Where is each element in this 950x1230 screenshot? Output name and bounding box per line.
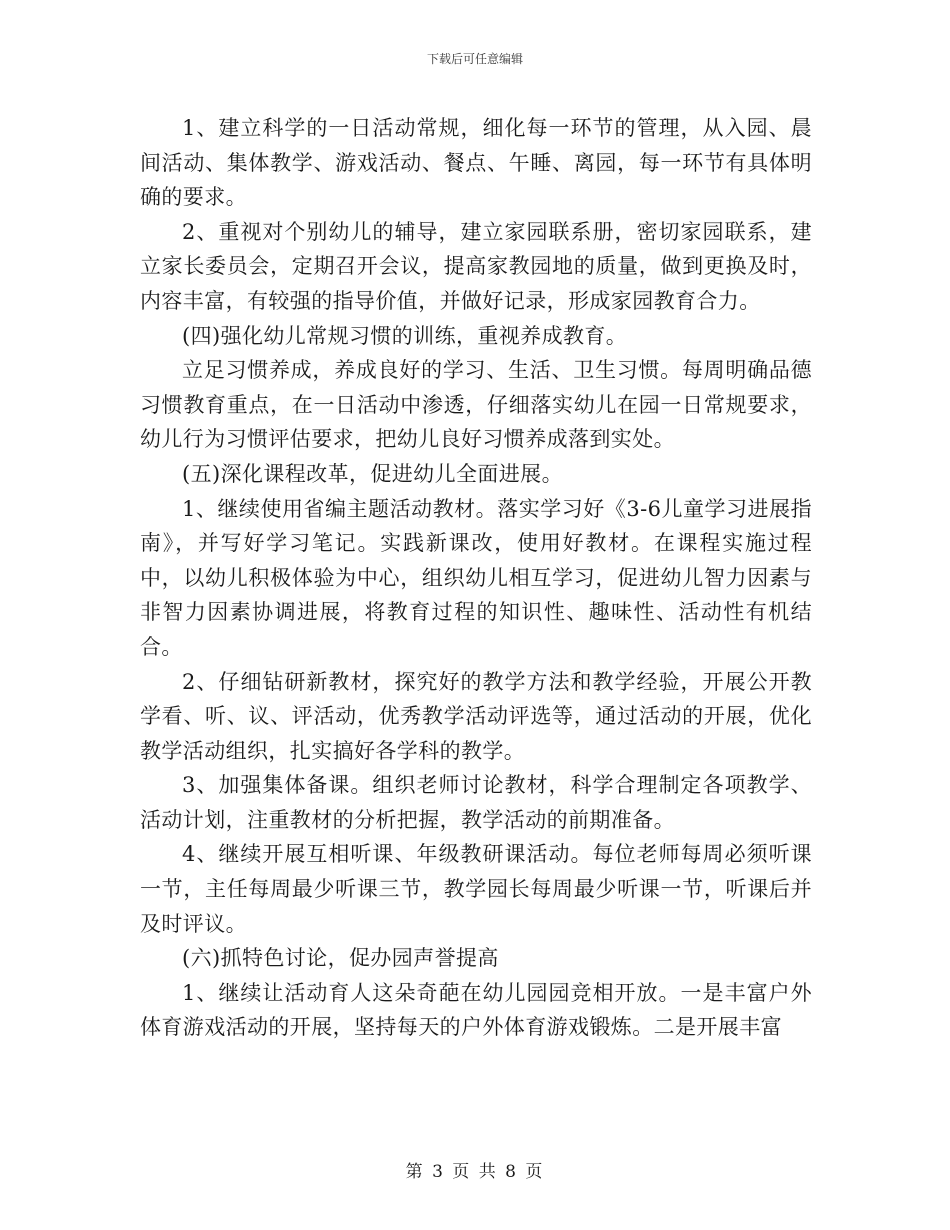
paragraph-4: 1、继续使用省编主题活动教材。落实学习好《3-6儿童学习进展指南》，并写好学习笔记。实践新课改，使用好教材。在课程实施过程中，以幼儿积极体验为中心，组织幼儿相互学习，促进幼儿智力因素与非智力因素协调进展，将教育过程的知识性、趣味性、活动性有机结合。	[140, 496, 812, 659]
section-heading-5: (五)深化课程改革，促进幼儿全面进展。	[182, 461, 563, 486]
section-heading-6: (六)抓特色讨论，促办园声誉提高	[182, 946, 499, 971]
paragraph-8: 1、继续让活动育人这朵奇葩在幼儿园园竞相开放。一是丰富户外体育游戏活动的开展，坚持每天的户外体育游戏锻炼。二是开展丰富	[140, 980, 812, 1040]
paragraph-3: 立足习惯养成，养成良好的学习、生活、卫生习惯。每周明确品德习惯教育重点，在一日活动中渗透，仔细落实幼儿在园一日常规要求，幼儿行为习惯评估要求，把幼儿良好习惯养成落到实处。	[140, 358, 812, 452]
paragraph-7: 4、继续开展互相听课、年级教研课活动。每位老师每周必须听课一节，主任每周最少听课三节，教学园长每周最少听课一节，听课后并及时评议。	[140, 842, 812, 936]
document-body	[140, 111, 812, 1045]
section-heading-4: (四)强化幼儿常规习惯的训练，重视养成教育。	[182, 323, 628, 348]
paragraph-2: 2、重视对个别幼儿的辅导，建立家园联系册，密切家园联系，建立家长委员会，定期召开会议，提高家教园地的质量，做到更换及时，内容丰富，有较强的指导价值，并做好记录，形成家园教育合力。	[140, 219, 812, 313]
page-header: 下载后可任意编辑	[426, 52, 523, 66]
paragraph-5: 2、仔细钻研新教材，探究好的教学方法和教学经验，开展公开教学看、听、议、评活动，优秀教学活动评选等，通过活动的开展，优化教学活动组织，扎实搞好各学科的教学。	[140, 669, 812, 763]
paragraph-1: 1、建立科学的一日活动常规，细化每一环节的管理，从入园、晨间活动、集体教学、游戏活动、餐点、午睡、离园，每一环节有具体明确的要求。	[140, 116, 812, 210]
paragraph-6: 3、加强集体备课。组织老师讨论教材，科学合理制定各项教学、活动计划，注重教材的分析把握，教学活动的前期准备。	[140, 773, 812, 832]
page-number-footer: 第 3 页 共 8 页	[405, 1162, 545, 1182]
